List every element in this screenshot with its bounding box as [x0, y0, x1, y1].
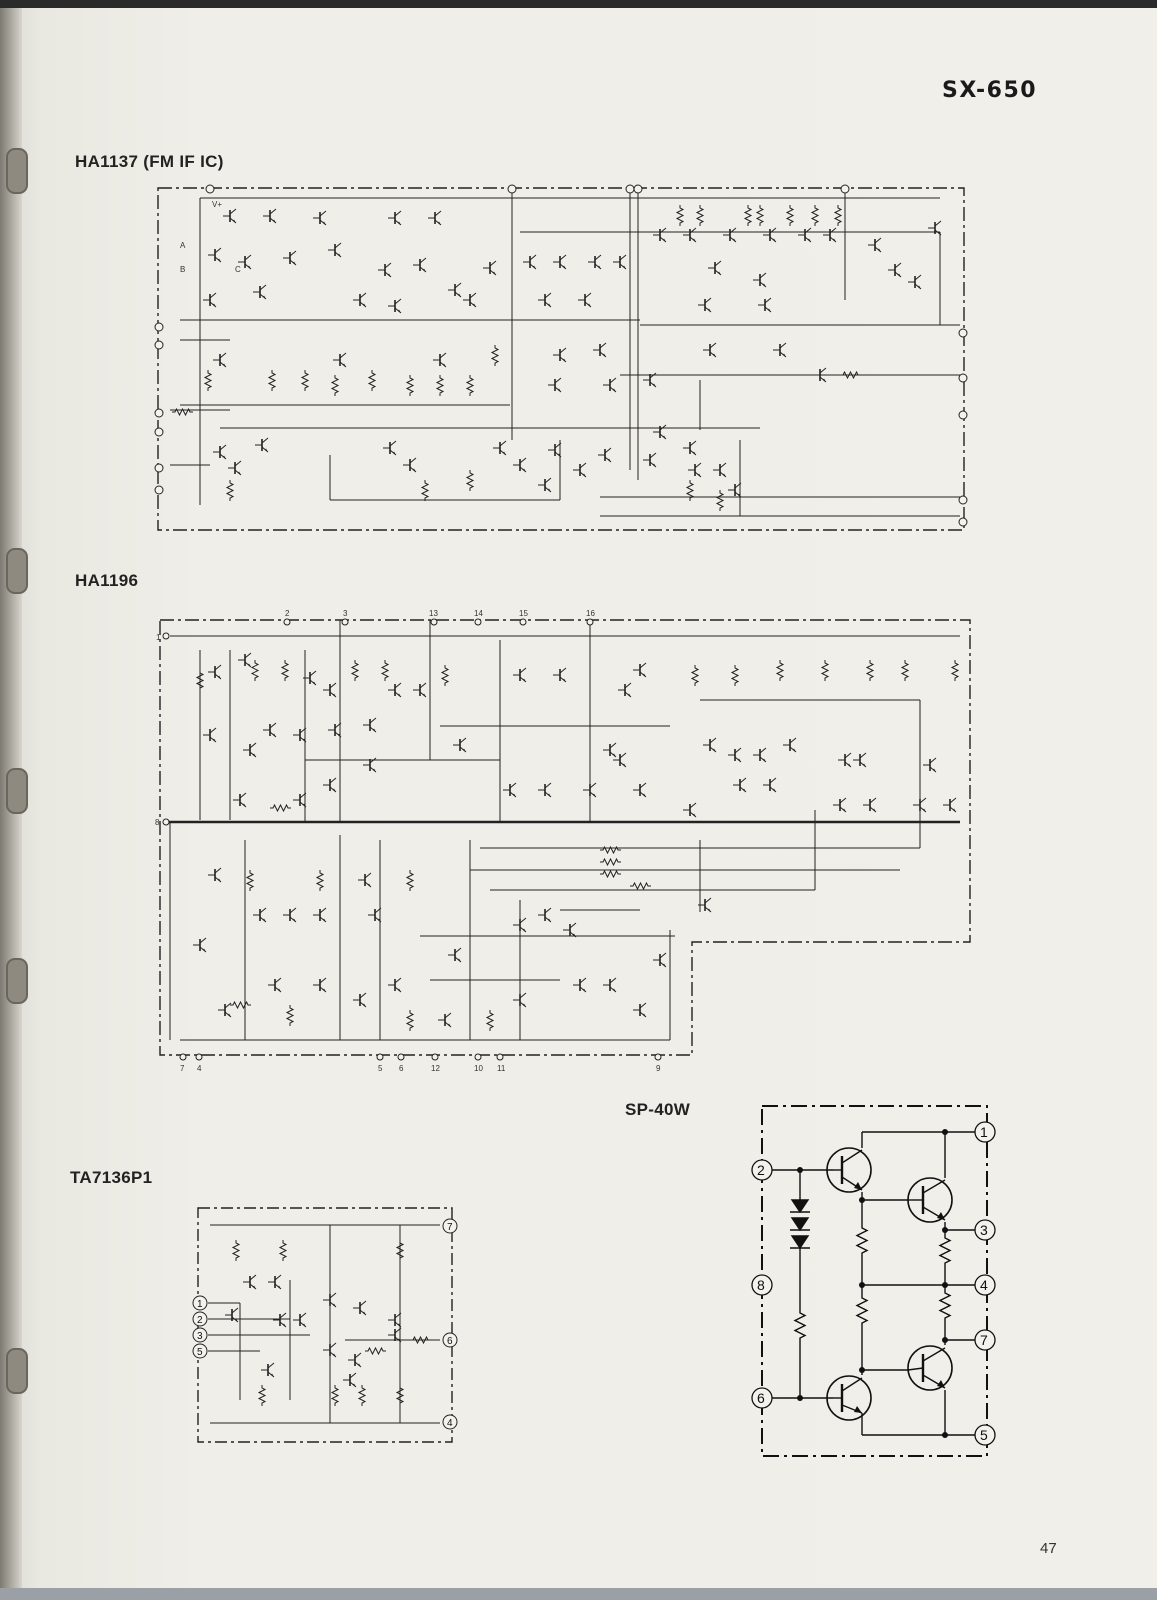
pin-label: 7 [980, 1332, 988, 1348]
pin-label: 5 [197, 1347, 203, 1358]
node-label: A [180, 241, 186, 250]
pin-label: 16 [586, 609, 595, 618]
sp40w-schematic [752, 1106, 995, 1456]
ta7136p1-title: TA7136P1 [70, 1168, 153, 1187]
pin-label: 13 [429, 609, 438, 618]
pin-label: 1 [197, 1299, 203, 1310]
node-label: C [235, 265, 241, 274]
supply-label: V+ [212, 200, 223, 209]
pin-label: 2 [757, 1162, 765, 1178]
pin-label: 2 [197, 1315, 203, 1326]
page-number: 47 [1040, 1540, 1057, 1557]
pin-label: 7 [447, 1222, 453, 1233]
pin-label: 3 [197, 1331, 203, 1342]
pin-label: 5 [378, 1064, 383, 1073]
pin-label: 6 [399, 1064, 404, 1073]
node-label: B [180, 265, 186, 274]
pin-label: 4 [197, 1064, 202, 1073]
pin-label: 3 [343, 609, 348, 618]
ha1196-title: HA1196 [75, 571, 139, 590]
pin-label: 6 [757, 1390, 765, 1406]
pin-label: 4 [447, 1418, 453, 1429]
pin-label: 7 [180, 1064, 185, 1073]
ta7136p1-schematic [193, 1208, 457, 1442]
pin-label: 9 [656, 1064, 661, 1073]
pin-label: 2 [285, 609, 290, 618]
pin-label: 10 [474, 1064, 483, 1073]
pin-label: 3 [980, 1222, 988, 1238]
pin-label: 4 [980, 1277, 988, 1293]
pin-label: 1 [980, 1124, 988, 1140]
ha1137-title: HA1137 (FM IF IC) [75, 152, 224, 171]
pin-label: 8 [757, 1277, 765, 1293]
sp40w-title: SP-40W [625, 1100, 691, 1119]
model-number: SX-650 [942, 78, 1038, 103]
pin-label: 14 [474, 609, 483, 618]
pin-label: 15 [519, 609, 528, 618]
pin-label: 8 [155, 818, 160, 827]
pin-label: 5 [980, 1427, 988, 1443]
pin-label: 6 [447, 1336, 453, 1347]
pin-label: 11 [497, 1064, 506, 1073]
pin-label: 1 [156, 633, 161, 642]
pin-label: 12 [431, 1064, 440, 1073]
ha1196-schematic [155, 609, 970, 1073]
ha1137-schematic [155, 185, 967, 530]
